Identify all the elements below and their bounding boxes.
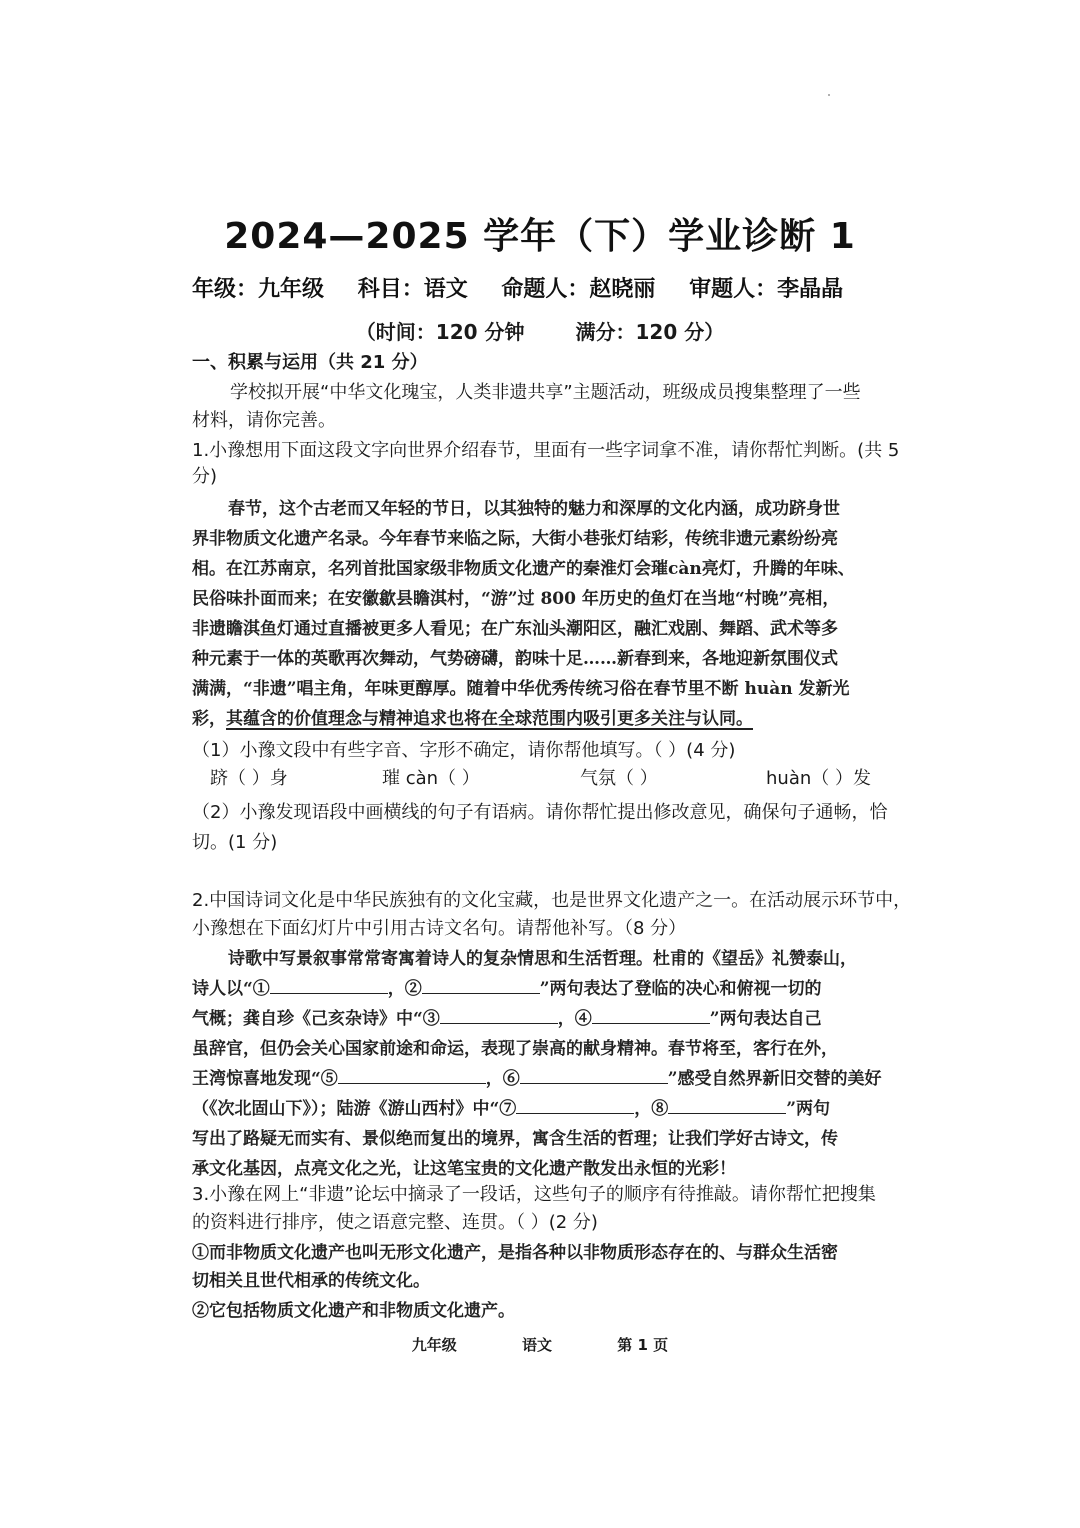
q1-sub2-stem-line-2: 切。(1 分) xyxy=(192,832,278,853)
q1-sub1-item: 气氛（ ） xyxy=(580,768,658,789)
section-heading: 一、积累与运用（共 21 分） xyxy=(192,352,428,373)
q2-passage-line: 诗歌中写景叙事常常寄寓着诗人的复杂情思和生活哲理。杜甫的《望岳》礼赞泰山， xyxy=(228,949,857,969)
q2-fill-line xyxy=(192,1004,822,1029)
q1-passage-line: 非遗瞻淇鱼灯通过直播被更多人看见；在广东汕头潮阳区，融汇戏剧、舞蹈、武术等多 xyxy=(192,619,838,639)
q1-passage-line: 界非物质文化遗产名录。今年春节来临之际，大街小巷张灯结彩，传统非遗元素纷纷亮 xyxy=(192,529,838,549)
q2-text: ”两句表达自己 xyxy=(709,1009,822,1029)
q2-stem-line-1: 2.中国诗词文化是中华民族独有的文化宝藏，也是世界文化遗产之一。在活动展示环节中， xyxy=(192,890,912,911)
q2-text: ，⑥ xyxy=(485,1069,520,1089)
q1-passage-last-line xyxy=(192,704,753,729)
q2-fill-line xyxy=(192,974,822,999)
q2-passage-line: 虽辞官，但仍会关心国家前途和命运，表现了崇高的献身精神。春节将至，客行在外， xyxy=(192,1039,838,1059)
q2-stem-line-2: 小豫想在下面幻灯片中引用古诗文名句。请帮他补写。（8 分） xyxy=(192,918,687,939)
q1-stem-line-2: 分) xyxy=(192,466,218,487)
q2-text: 诗人以“① xyxy=(192,979,270,999)
answer-blank-3[interactable] xyxy=(440,1005,558,1024)
author-label: 命题人：赵晓丽 xyxy=(501,277,656,302)
answer-blank-5[interactable] xyxy=(338,1065,486,1084)
q2-text: （《次北固山下》）；陆游《游山西村》中“⑦ xyxy=(192,1099,517,1119)
q3-sentence-1-cont: 切相关且世代相承的传统文化。 xyxy=(192,1271,430,1291)
q3-sentence-2: ②它包括物质文化遗产和非物质文化遗产。 xyxy=(192,1301,515,1321)
q2-text: 气概；龚自珍《己亥杂诗》中“③ xyxy=(192,1009,440,1029)
q2-passage-line: 承文化基因，点亮文化之光，让这笔宝贵的文化遗产散发出永恒的光彩！ xyxy=(192,1159,736,1179)
q1-passage-line: 春节，这个古老而又年轻的节日，以其独特的魅力和深厚的文化内涵，成功跻身世 xyxy=(228,499,840,519)
score-label: 满分：120 分） xyxy=(575,320,725,344)
q2-text: ，⑧ xyxy=(634,1099,669,1119)
time-label: （时间：120 分钟 xyxy=(355,320,525,344)
reviewer-label: 审题人：李晶晶 xyxy=(689,277,844,302)
q1-sub1-stem: （1）小豫文段中有些字音、字形不确定，请你帮他填写。（ ）(4 分) xyxy=(192,740,736,761)
q2-fill-line xyxy=(192,1064,882,1089)
q1-sub1-item: huàn（ ）发 xyxy=(766,768,871,789)
q1-stem-line-1: 1.小豫想用下面这段文字向世界介绍春节，里面有一些字词拿不准，请你帮忙判断。(共 5 xyxy=(192,440,900,461)
q1-sub2-stem-line-1: （2）小豫发现语段中画横线的句子有语病。请你帮忙提出修改意见，确保句子通畅，恰 xyxy=(192,802,888,823)
q2-text: ，④ xyxy=(557,1009,592,1029)
q3-stem-line-1: 3.小豫在网上“非遗”论坛中摘录了一段话，这些句子的顺序有待推敲。请你帮忙把搜集 xyxy=(192,1184,876,1205)
q2-passage-line: 写出了路疑无而实有、景似绝而复出的境界，寓含生活的哲理；让我们学好古诗文，传 xyxy=(192,1129,838,1149)
footer-subject: 语文 xyxy=(522,1336,553,1354)
section-intro-line-2: 材料，请你完善。 xyxy=(192,410,336,431)
scan-speck xyxy=(828,94,830,96)
q1-passage-line: 满满，“非遗”唱主角，年味更醇厚。随着中华优秀传统习俗在春节里不断 huàn 发新光 xyxy=(192,679,850,699)
exam-time-score xyxy=(0,316,1080,345)
q1-passage-plain: 彩， xyxy=(192,709,226,729)
subject-label: 科目：语文 xyxy=(357,277,468,302)
q3-stem-line-2: 的资料进行排序，使之语意完整、连贯。（ ）(2 分) xyxy=(192,1212,598,1233)
q2-text: ，② xyxy=(387,979,422,999)
underlined-sentence: 其蕴含的价值理念与精神追求也将在全球范围内吸引更多关注与认同。 xyxy=(226,709,753,729)
q2-text: ”感受自然界新旧交替的美好 xyxy=(667,1069,882,1089)
q1-sub1-item: 跻（ ）身 xyxy=(210,768,288,789)
answer-blank-2[interactable] xyxy=(422,975,540,994)
answer-blank-1[interactable] xyxy=(270,975,388,994)
q1-passage-line: 种元素于一体的英歌再次舞动，气势磅礴，韵味十足……新春到来，各地迎新氛围仪式 xyxy=(192,649,838,669)
grade-label: 年级：九年级 xyxy=(192,277,325,302)
q1-passage-line: 民俗味扑面而来；在安徽歙县瞻淇村，“游”过 800 年历史的鱼灯在当地“村晚”亮相， xyxy=(192,589,840,609)
answer-blank-8[interactable] xyxy=(668,1095,786,1114)
answer-blank-6[interactable] xyxy=(520,1065,668,1084)
footer-page-number: 第 1 页 xyxy=(617,1336,669,1354)
q3-sentence-1: ①而非物质文化遗产也叫无形文化遗产，是指各种以非物质形态存在的、与群众生活密 xyxy=(192,1243,838,1263)
footer-grade: 九年级 xyxy=(411,1336,457,1354)
page-footer xyxy=(0,1334,1080,1355)
page-title: 2024—2025 学年（下）学业诊断 1 xyxy=(224,216,856,257)
q2-fill-line xyxy=(192,1094,830,1119)
q2-text: ”两句 xyxy=(786,1099,831,1119)
section-intro-line-1: 学校拟开展“中华文化瑰宝，人类非遗共享”主题活动，班级成员搜集整理了一些 xyxy=(230,382,861,403)
q1-passage-line: 相。在江苏南京，名列首批国家级非物质文化遗产的秦淮灯会璀càn亮灯，升腾的年味、 xyxy=(192,559,855,579)
q2-text: ”两句表达了登临的决心和俯视一切的 xyxy=(539,979,822,999)
answer-blank-7[interactable] xyxy=(516,1095,634,1114)
answer-blank-4[interactable] xyxy=(592,1005,710,1024)
q2-text: 王湾惊喜地发现“⑤ xyxy=(192,1069,338,1089)
q1-sub1-item: 璀 càn（ ） xyxy=(382,768,480,789)
exam-meta xyxy=(192,272,869,303)
